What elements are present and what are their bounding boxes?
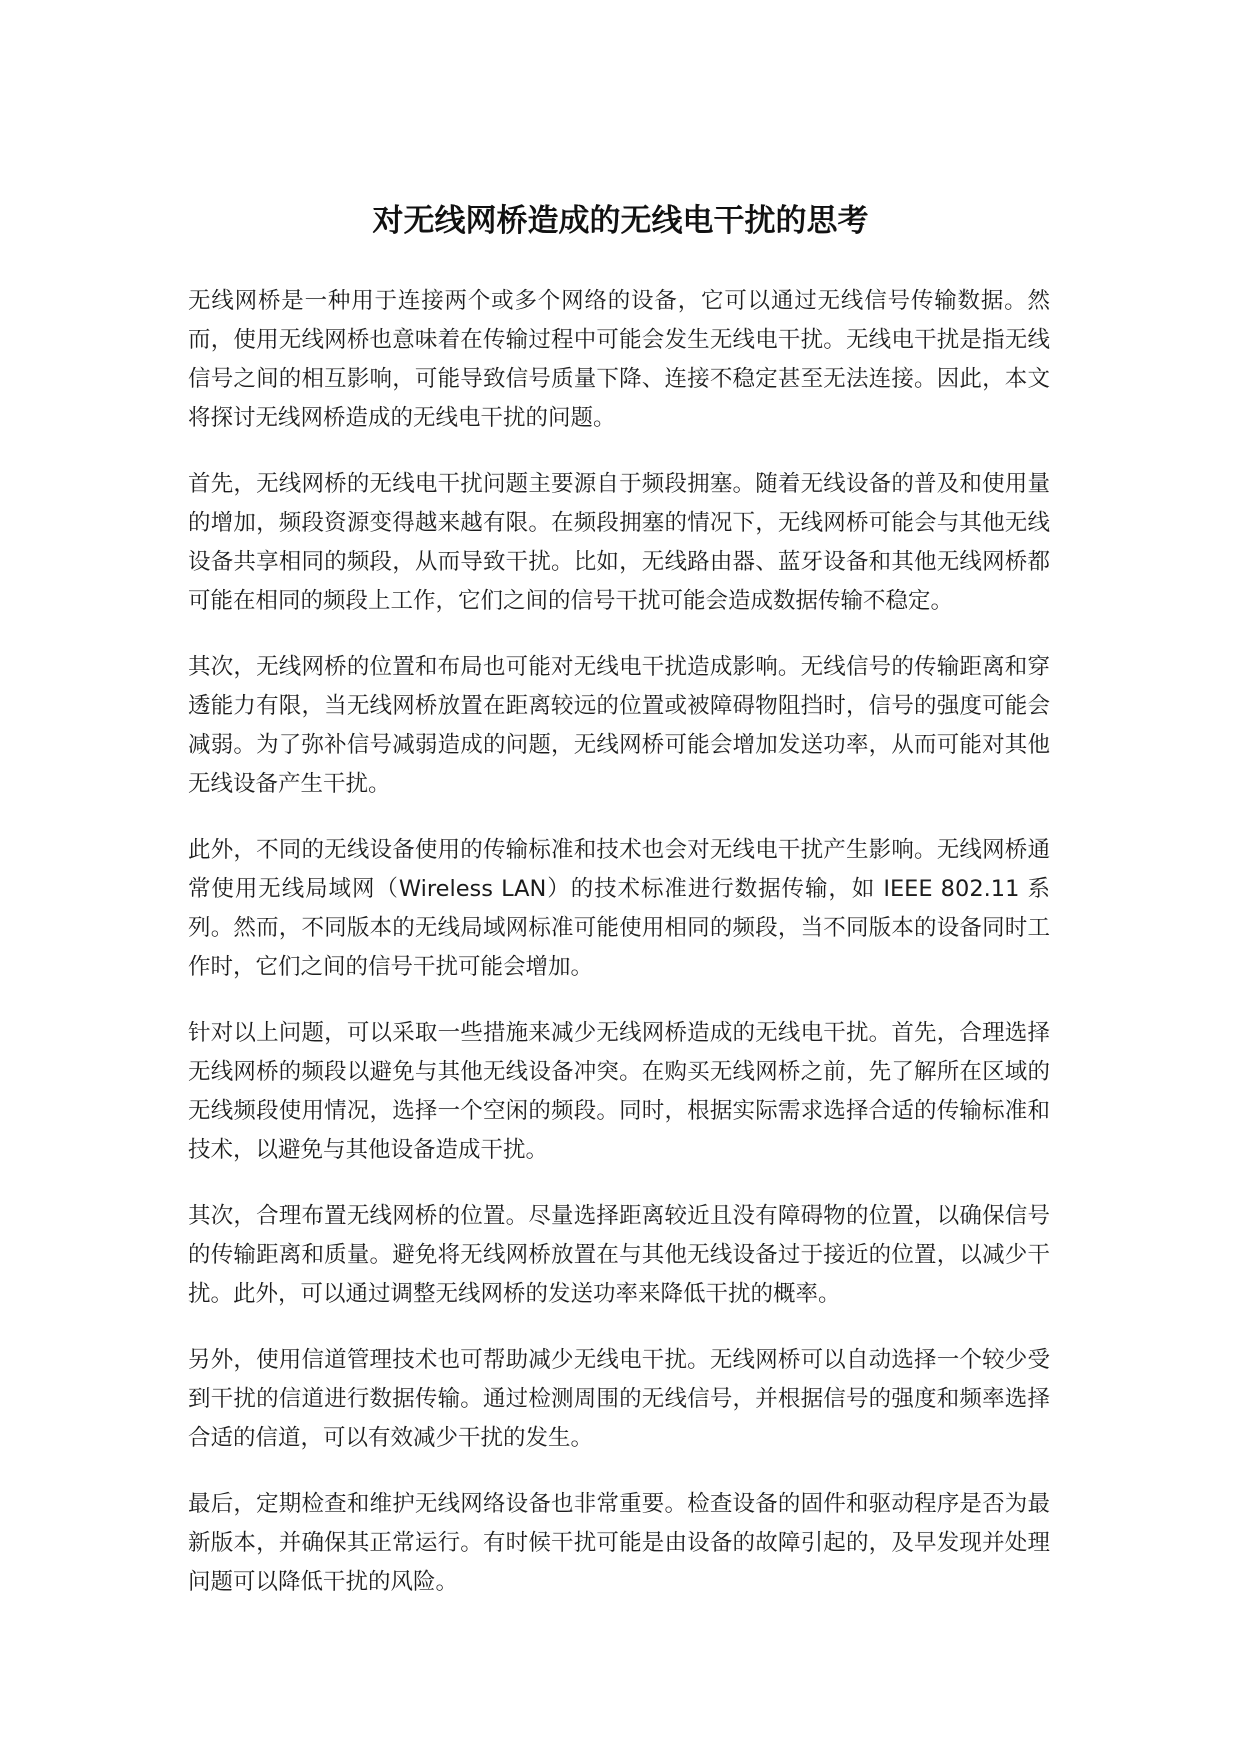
paragraph-standards: 此外，不同的无线设备使用的传输标准和技术也会对无线电干扰产生影响。无线网桥通常使用无线局域网（Wireless LAN）的技术标准进行数据传输，如 IEEE 802.11 系列。然而，不同版本的无线局域网标准可能使用相同的频段，当不同版本的设备同时工作时，它们之间的信号干扰可能会增加。	[188, 837, 1050, 980]
paragraph-measures-frequency: 针对以上问题，可以采取一些措施来减少无线网桥造成的无线电干扰。首先，合理选择无线网桥的频段以避免与其他无线设备冲突。在购买无线网桥之前，先了解所在区域的无线频段使用情况，选择一个空闲的频段。同时，根据实际需求选择合适的传输标准和技术，以避免与其他设备造成干扰。	[188, 1020, 1050, 1163]
document-title: 对无线网桥造成的无线电干扰的思考	[372, 202, 869, 239]
paragraph-measures-placement: 其次，合理布置无线网桥的位置。尽量选择距离较近且没有障碍物的位置，以确保信号的传输距离和质量。避免将无线网桥放置在与其他无线设备过于接近的位置，以减少干扰。此外，可以通过调整无线网桥的发送功率来降低干扰的概率。	[188, 1203, 1050, 1307]
paragraph-maintenance: 最后，定期检查和维护无线网络设备也非常重要。检查设备的固件和驱动程序是否为最新版本，并确保其正常运行。有时候干扰可能是由设备的故障引起的，及早发现并处理问题可以降低干扰的风险。	[188, 1491, 1050, 1595]
document-body	[188, 282, 1050, 1629]
paragraph-channel-management: 另外，使用信道管理技术也可帮助减少无线电干扰。无线网桥可以自动选择一个较少受到干扰的信道进行数据传输。通过检测周围的无线信号，并根据信号的强度和频率选择合适的信道，可以有效减少干扰的发生。	[188, 1347, 1050, 1451]
paragraph-frequency-congestion: 首先，无线网桥的无线电干扰问题主要源自于频段拥塞。随着无线设备的普及和使用量的增加，频段资源变得越来越有限。在频段拥塞的情况下，无线网桥可能会与其他无线设备共享相同的频段，从而导致干扰。比如，无线路由器、蓝牙设备和其他无线网桥都可能在相同的频段上工作，它们之间的信号干扰可能会造成数据传输不稳定。	[188, 471, 1050, 614]
paragraph-intro: 无线网桥是一种用于连接两个或多个网络的设备，它可以通过无线信号传输数据。然而，使用无线网桥也意味着在传输过程中可能会发生无线电干扰。无线电干扰是指无线信号之间的相互影响，可能导致信号质量下降、连接不稳定甚至无法连接。因此，本文将探讨无线网桥造成的无线电干扰的问题。	[188, 288, 1050, 431]
paragraph-placement-layout: 其次，无线网桥的位置和布局也可能对无线电干扰造成影响。无线信号的传输距离和穿透能力有限，当无线网桥放置在距离较远的位置或被障碍物阻挡时，信号的强度可能会减弱。为了弥补信号减弱造成的问题，无线网桥可能会增加发送功率，从而可能对其他无线设备产生干扰。	[188, 654, 1050, 797]
